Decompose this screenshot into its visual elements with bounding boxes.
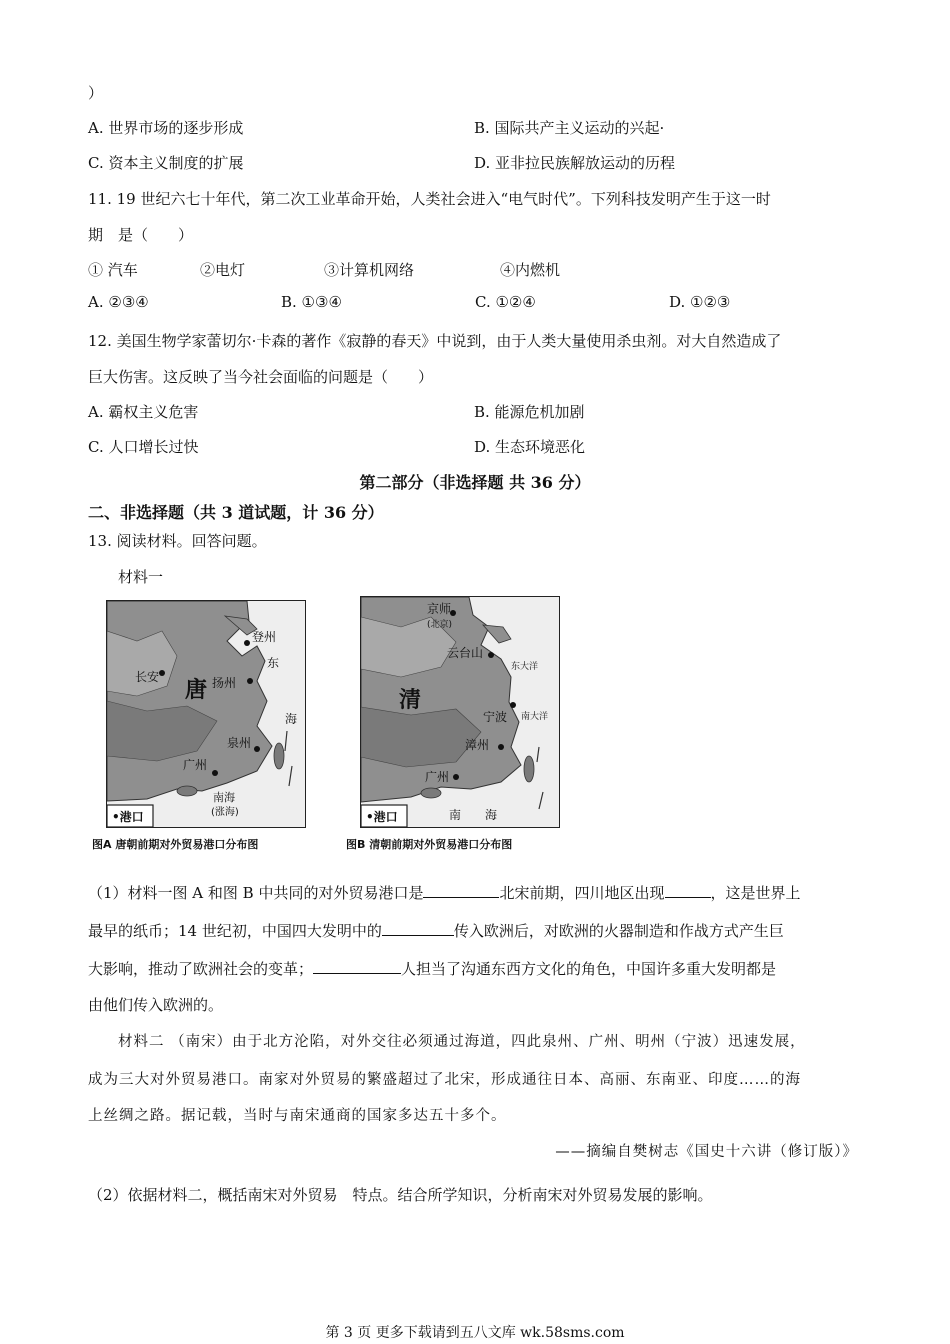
q11-option-b[interactable]: B. ①③④ — [281, 293, 342, 311]
material2-line2: 成为三大对外贸易港口。南家对外贸易的繁盛超过了北宋，形成通往日本、高丽、东南亚、印度……的海 — [88, 1072, 801, 1088]
q11-item-1: ① 汽车 — [88, 261, 138, 279]
material2-line3: 上丝绸之路。据记载，当时与南宋通商的国家多达五十多个。 — [88, 1108, 507, 1124]
map-b-port-guangzhou — [453, 774, 459, 780]
q11-stem-line1: 11. 19 世纪六七十年代，第二次工业革命开始，人类社会进入“电气时代”。下列科技发明产生于这一时 — [88, 190, 771, 208]
q10-stem-tail: ） — [88, 84, 104, 102]
map-b-city-zhangzhou: 漳州 — [465, 738, 490, 752]
q12-stem-line2: 巨大伤害。这反映了当今社会面临的问题是（ ） — [88, 368, 434, 386]
map-a — [106, 600, 306, 828]
map-a-port-guangzhou — [212, 770, 218, 776]
q13-part1-seg2: 北宋前期，四川地区出现 — [499, 884, 665, 902]
map-a-city-quanzhou: 泉州 — [227, 736, 252, 750]
q13-part1-line2 — [88, 920, 784, 941]
q10-option-b[interactable]: B. 国际共产主义运动的兴起· — [474, 119, 665, 137]
map-a-city-guangzhou: 广州 — [183, 758, 208, 772]
map-a-sea-hai: 海 — [285, 712, 298, 726]
q13-stem: 13. 阅读材料。回答问题。 — [88, 532, 267, 550]
q11-item-3: ③计算机网络 — [324, 261, 415, 279]
map-a-city-yangzhou: 扬州 — [212, 676, 237, 690]
q10-option-c[interactable]: C. 资本主义制度的扩展 — [88, 154, 244, 172]
map-b-city-yuntaishan: 云台山 — [447, 646, 484, 660]
q12-option-b[interactable]: B. 能源危机加剧 — [474, 403, 585, 421]
q11-item-2: ②电灯 — [200, 261, 246, 279]
q13-part1-line4: 由他们传入欧洲的。 — [88, 996, 224, 1014]
q10-option-a[interactable]: A. 世界市场的逐步形成 — [88, 119, 244, 137]
map-a-port-changan — [159, 670, 165, 676]
map-b-city-beijing: (北京) — [427, 620, 453, 630]
map-b-legend: •港口 — [366, 810, 398, 824]
q13-part1-line3a: 大影响，推动了欧洲社会的变革； — [88, 960, 314, 978]
page-footer: 第 3 页 更多下载请到五八文库 wk.58sms.com — [325, 1325, 625, 1341]
q11-option-c[interactable]: C. ①②④ — [475, 293, 536, 311]
q11-items-row — [88, 259, 868, 281]
q13-blank-people[interactable] — [313, 959, 401, 974]
map-a-port-quanzhou — [254, 746, 260, 752]
q12-option-a[interactable]: A. 霸权主义危害 — [88, 403, 199, 421]
q13-blank-port[interactable] — [423, 883, 499, 898]
q10-option-d[interactable]: D. 亚非拉民族解放运动的历程 — [474, 154, 676, 172]
q12-stem-line1: 12. 美国生物学家蕾切尔·卡森的著作《寂静的春天》中说到，由于人类大量使用杀虫剂。对大自然造成了 — [88, 332, 782, 350]
q12-options-row1 — [88, 401, 868, 423]
q12-option-c[interactable]: C. 人口增长过快 — [88, 438, 199, 456]
map-b-sea-nan: 南 — [449, 808, 462, 822]
map-b-sea-east: 东大洋 — [511, 662, 539, 672]
map-b-city-guangzhou: 广州 — [425, 770, 450, 784]
map-a-port-dengzhou — [244, 640, 250, 646]
map-b-city-ningbo: 宁波 — [483, 710, 508, 724]
map-b-port-zhangzhou — [498, 744, 504, 750]
q11-item-4: ④内燃机 — [500, 261, 561, 279]
map-a-legend: •港口 — [112, 810, 144, 824]
map-b-caption: 图B 清朝前期对外贸易港口分布图 — [346, 838, 513, 851]
material2-line1: 材料二 （南宋）由于北方沦陷，对外交往必须通过海道，四此泉州、广州、明州（宁波）迅速发展， — [118, 1034, 806, 1050]
q11-stem-line2: 期 是（ ） — [88, 226, 194, 244]
map-a-sea-south: 南海 — [213, 791, 235, 804]
map-a-sea-zhanghai: (涨海) — [211, 807, 239, 818]
q13-blank-paper-money[interactable] — [665, 883, 711, 898]
q13-blank-invention[interactable] — [382, 921, 454, 936]
material2-source: ——摘编自樊树志《国史十六讲（修订版）》 — [555, 1144, 858, 1160]
q10-options-row1 — [88, 117, 868, 139]
map-a-city-dengzhou: 登州 — [252, 630, 277, 644]
q13-part1-line2a: 最早的纸币；14 世纪初，中国四大发明中的 — [88, 922, 382, 940]
map-b-sea-south-ocean: 南大洋 — [521, 712, 549, 722]
map-b-dynasty: 清 — [399, 688, 422, 713]
map-a-sea-east: 东 — [267, 656, 280, 670]
material1-label: 材料一 — [118, 568, 164, 586]
map-a-city-changan: 长安 — [135, 670, 160, 684]
part2-title: 第二部分（非选择题 共 36 分） — [359, 473, 591, 492]
map-b-city-jingshi: 京师 — [427, 602, 452, 616]
q13-part1-seg3: ，这是世界上 — [710, 884, 801, 902]
q11-options-row — [88, 293, 868, 315]
q13-part1-line1 — [88, 882, 801, 903]
map-a-graphic — [107, 601, 305, 827]
q13-part1-seg1: （1）材料一图 A 和图 B 中共同的对外贸易港口是 — [88, 884, 424, 902]
q13-part1-line3 — [88, 958, 776, 979]
q13-part2: （2）依据材料二，概括南宋对外贸易 特点。结合所学知识，分析南宋对外贸易发展的影响。 — [88, 1186, 713, 1204]
map-b — [360, 596, 560, 828]
map-a-caption: 图A 唐朝前期对外贸易港口分布图 — [92, 838, 259, 851]
q11-option-d[interactable]: D. ①②③ — [669, 293, 731, 311]
map-a-port-yangzhou — [247, 678, 253, 684]
q13-part1-line2b: 传入欧洲后，对欧洲的火器制造和作战方式产生巨 — [453, 922, 784, 940]
map-b-graphic — [361, 597, 559, 827]
map-b-port-ningbo — [510, 702, 516, 708]
map-b-sea-hai: 海 — [485, 808, 498, 822]
q12-options-row2 — [88, 436, 868, 458]
q10-options-row2 — [88, 152, 868, 174]
q11-option-a[interactable]: A. ②③④ — [88, 293, 149, 311]
map-b-port-yuntaishan — [488, 652, 494, 658]
map-a-dynasty: 唐 — [185, 678, 208, 703]
q13-part1-line3b: 人担当了沟通东西方文化的角色，中国许多重大发明都是 — [401, 960, 777, 978]
q12-option-d[interactable]: D. 生态环境恶化 — [474, 438, 586, 456]
section2-title: 二、非选择题（共 3 道试题，计 36 分） — [88, 503, 384, 522]
